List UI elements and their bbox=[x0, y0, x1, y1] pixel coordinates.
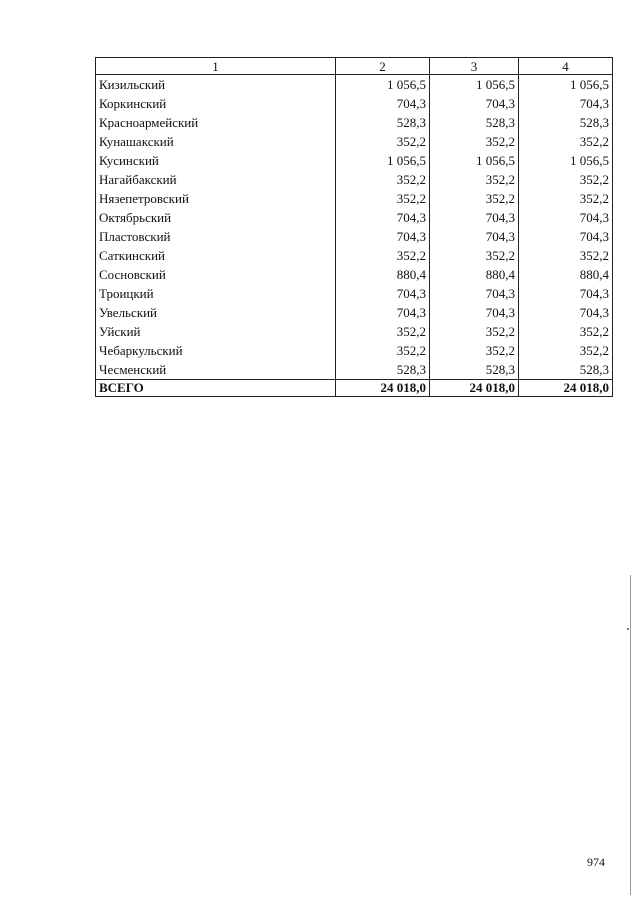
value-cell-col2: 528,3 bbox=[336, 360, 430, 380]
district-name-cell: Кусинский bbox=[96, 151, 336, 170]
district-name-cell: Октябрьский bbox=[96, 208, 336, 227]
value-cell-col2: 352,2 bbox=[336, 170, 430, 189]
table-row bbox=[96, 208, 613, 227]
value-cell-col2: 352,2 bbox=[336, 322, 430, 341]
value-cell-col4: 1 056,5 bbox=[519, 151, 613, 170]
scan-edge-line bbox=[630, 575, 631, 895]
value-cell-col3: 1 056,5 bbox=[430, 75, 519, 95]
value-cell-col2: 352,2 bbox=[336, 246, 430, 265]
value-cell-col3: 704,3 bbox=[430, 303, 519, 322]
district-name-cell: Коркинский bbox=[96, 94, 336, 113]
value-cell-col3: 352,2 bbox=[430, 132, 519, 151]
district-name-cell: Красноармейский bbox=[96, 113, 336, 132]
table-row bbox=[96, 360, 613, 380]
table-body bbox=[96, 75, 613, 397]
column-header-1: 1 bbox=[96, 58, 336, 75]
table-row bbox=[96, 113, 613, 132]
value-cell-col2: 704,3 bbox=[336, 208, 430, 227]
table-row bbox=[96, 151, 613, 170]
table-header-row bbox=[96, 58, 613, 75]
total-value-col3: 24 018,0 bbox=[430, 380, 519, 397]
value-cell-col3: 352,2 bbox=[430, 341, 519, 360]
value-cell-col3: 352,2 bbox=[430, 246, 519, 265]
district-name-cell: Троицкий bbox=[96, 284, 336, 303]
value-cell-col4: 352,2 bbox=[519, 246, 613, 265]
value-cell-col3: 704,3 bbox=[430, 94, 519, 113]
value-cell-col2: 704,3 bbox=[336, 227, 430, 246]
district-name-cell: Нязепетровский bbox=[96, 189, 336, 208]
district-name-cell: Уйский bbox=[96, 322, 336, 341]
value-cell-col4: 704,3 bbox=[519, 303, 613, 322]
value-cell-col4: 528,3 bbox=[519, 360, 613, 380]
value-cell-col2: 704,3 bbox=[336, 284, 430, 303]
page-number: 974 bbox=[587, 855, 605, 869]
value-cell-col2: 528,3 bbox=[336, 113, 430, 132]
value-cell-col3: 528,3 bbox=[430, 360, 519, 380]
value-cell-col3: 704,3 bbox=[430, 208, 519, 227]
value-cell-col3: 528,3 bbox=[430, 113, 519, 132]
value-cell-col2: 352,2 bbox=[336, 132, 430, 151]
value-cell-col2: 1 056,5 bbox=[336, 151, 430, 170]
value-cell-col4: 880,4 bbox=[519, 265, 613, 284]
table-row bbox=[96, 227, 613, 246]
value-cell-col4: 352,2 bbox=[519, 322, 613, 341]
column-header-4: 4 bbox=[519, 58, 613, 75]
table-row bbox=[96, 75, 613, 95]
value-cell-col2: 704,3 bbox=[336, 303, 430, 322]
value-cell-col2: 352,2 bbox=[336, 341, 430, 360]
district-name-cell: Сосновский bbox=[96, 265, 336, 284]
value-cell-col3: 880,4 bbox=[430, 265, 519, 284]
scan-artifact bbox=[627, 628, 629, 630]
table-row bbox=[96, 265, 613, 284]
value-cell-col4: 352,2 bbox=[519, 341, 613, 360]
value-cell-col2: 352,2 bbox=[336, 189, 430, 208]
table-row bbox=[96, 132, 613, 151]
total-row bbox=[96, 380, 613, 397]
district-name-cell: Чебаркульский bbox=[96, 341, 336, 360]
district-name-cell: Кизильский bbox=[96, 75, 336, 95]
value-cell-col4: 528,3 bbox=[519, 113, 613, 132]
value-cell-col4: 352,2 bbox=[519, 189, 613, 208]
total-label-cell: ВСЕГО bbox=[96, 380, 336, 397]
table-row bbox=[96, 303, 613, 322]
column-header-3: 3 bbox=[430, 58, 519, 75]
total-value-col2: 24 018,0 bbox=[336, 380, 430, 397]
value-cell-col3: 704,3 bbox=[430, 284, 519, 303]
district-name-cell: Нагайбакский bbox=[96, 170, 336, 189]
value-cell-col3: 352,2 bbox=[430, 189, 519, 208]
table-row bbox=[96, 322, 613, 341]
column-header-2: 2 bbox=[336, 58, 430, 75]
value-cell-col2: 880,4 bbox=[336, 265, 430, 284]
allocation-table bbox=[95, 57, 613, 397]
value-cell-col3: 352,2 bbox=[430, 170, 519, 189]
table-row bbox=[96, 170, 613, 189]
total-value-col4: 24 018,0 bbox=[519, 380, 613, 397]
table-row bbox=[96, 284, 613, 303]
table-row bbox=[96, 341, 613, 360]
value-cell-col3: 704,3 bbox=[430, 227, 519, 246]
value-cell-col2: 704,3 bbox=[336, 94, 430, 113]
value-cell-col4: 704,3 bbox=[519, 208, 613, 227]
table-row bbox=[96, 94, 613, 113]
table-row bbox=[96, 189, 613, 208]
table-row bbox=[96, 246, 613, 265]
district-name-cell: Чесменский bbox=[96, 360, 336, 380]
value-cell-col2: 1 056,5 bbox=[336, 75, 430, 95]
value-cell-col3: 352,2 bbox=[430, 322, 519, 341]
value-cell-col4: 352,2 bbox=[519, 132, 613, 151]
value-cell-col4: 704,3 bbox=[519, 227, 613, 246]
value-cell-col4: 704,3 bbox=[519, 94, 613, 113]
district-name-cell: Кунашакский bbox=[96, 132, 336, 151]
value-cell-col4: 704,3 bbox=[519, 284, 613, 303]
value-cell-col4: 1 056,5 bbox=[519, 75, 613, 95]
district-name-cell: Пластовский bbox=[96, 227, 336, 246]
value-cell-col4: 352,2 bbox=[519, 170, 613, 189]
district-name-cell: Саткинский bbox=[96, 246, 336, 265]
district-name-cell: Увельский bbox=[96, 303, 336, 322]
value-cell-col3: 1 056,5 bbox=[430, 151, 519, 170]
